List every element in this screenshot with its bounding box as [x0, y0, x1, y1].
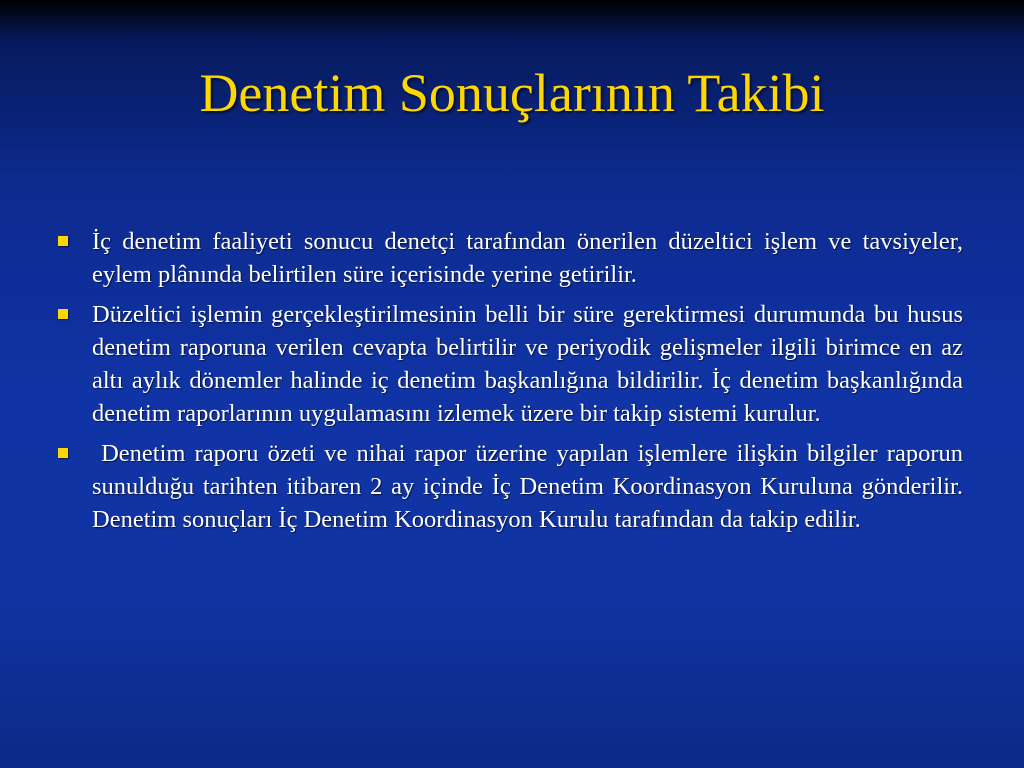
bullet-item-1	[55, 225, 963, 291]
bullet-text: Düzeltici işlemin gerçekleştirilmesinin belli bir süre gerektirmesi durumunda bu husus denetim raporuna verilen cevapta belirtilir ve periyodik gelişmeler ilgili birimce en az altı aylık dönemler halinde iç denetim başkanlığına bildirilir. İç denetim başkanlığında denetim raporlarının uygulamasını izlemek üzere bir takip sistemi kurulur.	[92, 301, 963, 427]
bullet-item-2	[55, 298, 963, 430]
square-bullet-icon	[58, 309, 68, 319]
square-bullet-icon	[58, 448, 68, 458]
square-bullet-icon	[58, 236, 68, 246]
bullet-list	[55, 225, 970, 543]
bullet-item-3	[55, 437, 970, 536]
slide-title: Denetim Sonuçlarının Takibi	[199, 63, 825, 123]
bullet-text: Denetim raporu özeti ve nihai rapor üzerine yapılan işlemlere ilişkin bilgiler raporun sunulduğu tarihten itibaren 2 ay içinde İç Denetim Koordinasyon Kuruluna gönderilir. Denetim sonuçları İç Denetim Koordinasyon Kurulu tarafından da takip edilir.	[92, 440, 970, 533]
bullet-text: İç denetim faaliyeti sonucu denetçi tarafından önerilen düzeltici işlem ve tavsiyeler, eylem plânında belirtilen süre içerisinde yerine getirilir.	[92, 228, 963, 288]
